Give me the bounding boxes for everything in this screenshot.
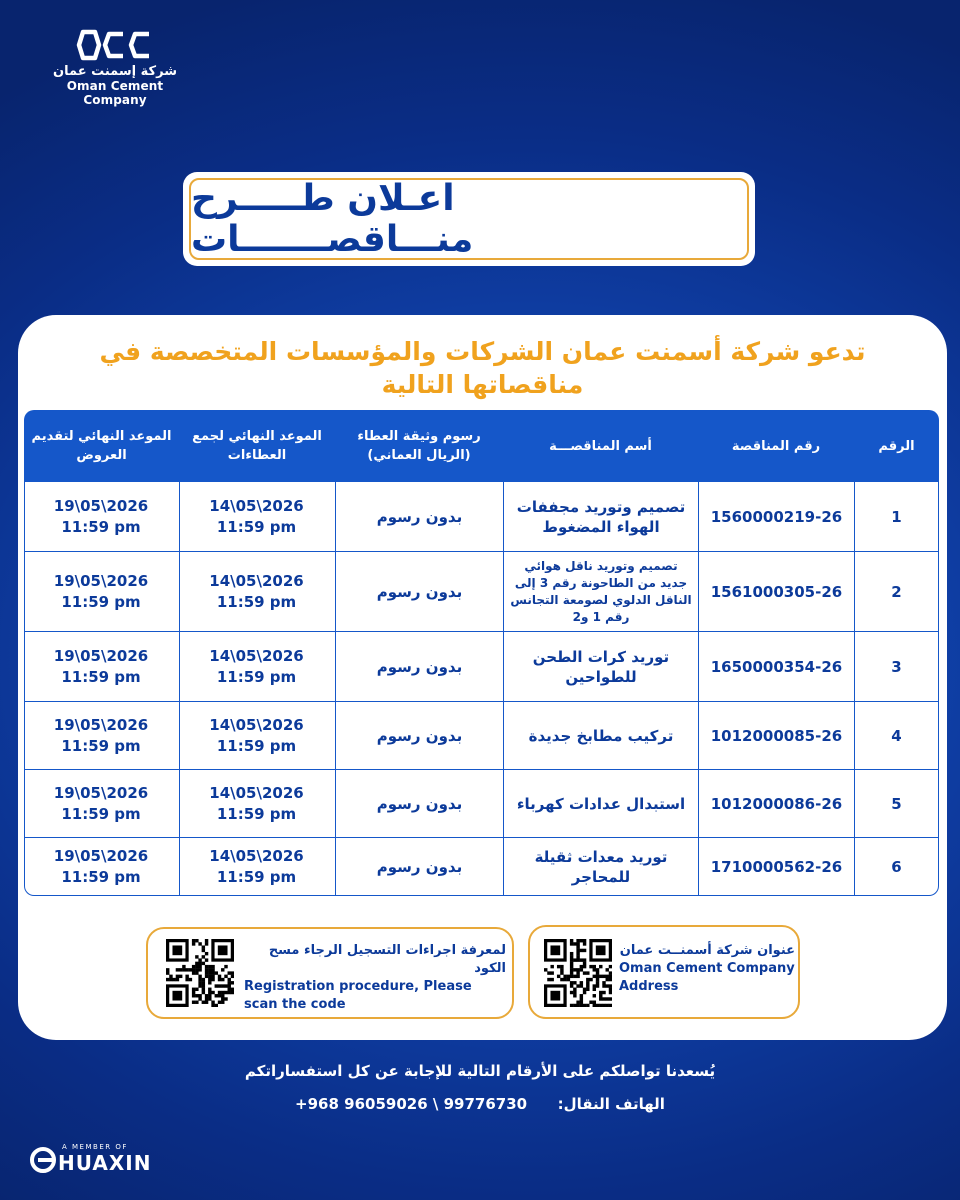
- row-no: 6: [854, 838, 939, 896]
- row-submit-deadline: [24, 702, 179, 770]
- table-row: [24, 702, 939, 770]
- row-tender-number: 1560000219-26: [698, 482, 854, 552]
- row-submit-deadline: [24, 482, 179, 552]
- occ-logo-mark-icon: [75, 28, 155, 62]
- collect-date: 14\05\2026: [209, 646, 304, 665]
- address-qr-english: Oman Cement Company Address: [619, 961, 795, 994]
- submit-date: 19\05\2026: [53, 646, 149, 665]
- row-collect-deadline: [179, 838, 335, 896]
- row-tender-name: توريد معدات ثقيلة للمحاجر: [503, 838, 698, 896]
- row-submit-deadline: [24, 632, 179, 702]
- submit-time: 11:59 pm: [61, 517, 141, 536]
- submit-time: 11:59 pm: [61, 592, 141, 611]
- row-tender-name: توريد كرات الطحن للطواحين: [503, 632, 698, 702]
- table-row: [24, 770, 939, 838]
- row-submit-deadline: [24, 838, 179, 896]
- huaxin-name: HUAXIN: [58, 1151, 152, 1175]
- row-tender-name: تصميم وتوريد ناقل هوائي جديد من الطاحونة رقم 3 إلى الناقل الدلوي لصومعة التجانس رقم 1 و2: [503, 552, 698, 632]
- logo-arabic-name: شركة إسمنت عمان: [53, 64, 177, 79]
- header-no: الرقم: [854, 410, 939, 482]
- row-submit-deadline: [24, 552, 179, 632]
- row-collect-deadline: [179, 632, 335, 702]
- collect-time: 11:59 pm: [216, 736, 297, 755]
- address-qr-box: [528, 925, 800, 1019]
- row-tender-number: 1012000085-26: [698, 702, 854, 770]
- row-tender-number: 1012000086-26: [698, 770, 854, 838]
- contact-message: يُسعدنا تواصلكم على الأرقام التالية للإجابة عن كل استفساراتكم: [244, 1062, 716, 1080]
- submit-date: 19\05\2026: [53, 496, 149, 515]
- table-header-row: [24, 410, 939, 482]
- collect-time: 11:59 pm: [216, 867, 297, 886]
- submit-date: 19\05\2026: [53, 715, 149, 734]
- registration-qr-code[interactable]: [166, 939, 234, 1007]
- collect-time: 11:59 pm: [216, 592, 297, 611]
- submit-time: 11:59 pm: [61, 667, 141, 686]
- row-collect-deadline: [179, 770, 335, 838]
- collect-time: 11:59 pm: [216, 667, 297, 686]
- row-submit-deadline: [24, 770, 179, 838]
- row-fee: بدون رسوم: [335, 482, 503, 552]
- row-no: 1: [854, 482, 939, 552]
- oman-cement-logo: [40, 28, 190, 107]
- registration-qr-arabic: لمعرفة اجراءات التسجيل الرجاء مسح الكود: [268, 943, 506, 976]
- row-tender-name: تركيب مطابخ جديدة: [503, 702, 698, 770]
- title-box: [183, 172, 755, 266]
- phone-numbers: 99776730 \ 96059026 968+: [295, 1095, 528, 1113]
- huaxin-member-text: A MEMBER OF: [62, 1143, 128, 1151]
- table-row: [24, 482, 939, 552]
- row-fee: بدون رسوم: [335, 632, 503, 702]
- table-row: [24, 632, 939, 702]
- table-row: [24, 552, 939, 632]
- submit-date: 19\05\2026: [53, 571, 149, 590]
- collect-time: 11:59 pm: [216, 517, 297, 536]
- page-title: اعـلان طـــــرح منـــاقصـــــــات: [191, 178, 474, 260]
- header-submit-deadline: الموعد النهائي لتقديم العروض: [24, 410, 179, 482]
- row-tender-number: 1561000305-26: [698, 552, 854, 632]
- row-collect-deadline: [179, 702, 335, 770]
- row-tender-name: استبدال عدادات كهرباء: [503, 770, 698, 838]
- phone-label: الهاتف النقال:: [557, 1095, 665, 1113]
- row-fee: بدون رسوم: [335, 770, 503, 838]
- submit-time: 11:59 pm: [61, 736, 141, 755]
- address-qr-code[interactable]: [544, 939, 612, 1007]
- tender-table: [24, 410, 939, 896]
- row-fee: بدون رسوم: [335, 838, 503, 896]
- collect-time: 11:59 pm: [216, 804, 297, 823]
- header-collect-deadline: الموعد النهائي لجمع العطاءات: [179, 410, 335, 482]
- header-tender-number: رقم المناقصة: [698, 410, 854, 482]
- invitation-text: تدعو شركة أسمنت عمان الشركات والمؤسسات المتخصصة في مناقصاتها التالية: [99, 337, 866, 399]
- collect-date: 14\05\2026: [209, 715, 304, 734]
- registration-qr-box: [146, 927, 514, 1019]
- collect-date: 14\05\2026: [209, 571, 304, 590]
- row-no: 2: [854, 552, 939, 632]
- header-fee: رسوم وثيقة العطاء (الريال العماني): [335, 410, 503, 482]
- submit-date: 19\05\2026: [53, 846, 149, 865]
- header-tender-name: أسم المناقصـــة: [503, 410, 698, 482]
- phone-line: [0, 1095, 960, 1113]
- address-qr-arabic: عنوان شركة أسمنــت عمان: [619, 943, 795, 958]
- tender-card: [18, 315, 947, 1040]
- logo-english-name: Oman Cement Company: [66, 79, 164, 107]
- submit-time: 11:59 pm: [61, 867, 141, 886]
- row-collect-deadline: [179, 482, 335, 552]
- row-collect-deadline: [179, 552, 335, 632]
- row-fee: بدون رسوم: [335, 552, 503, 632]
- collect-date: 14\05\2026: [209, 496, 304, 515]
- row-tender-number: 1650000354-26: [698, 632, 854, 702]
- row-no: 4: [854, 702, 939, 770]
- row-fee: بدون رسوم: [335, 702, 503, 770]
- table-row: [24, 838, 939, 896]
- collect-date: 14\05\2026: [209, 783, 304, 802]
- row-no: 3: [854, 632, 939, 702]
- registration-qr-english: Registration procedure, Please scan the code: [244, 979, 472, 1012]
- row-no: 5: [854, 770, 939, 838]
- huaxin-logo-icon: [30, 1147, 56, 1173]
- collect-date: 14\05\2026: [209, 846, 304, 865]
- submit-time: 11:59 pm: [61, 804, 141, 823]
- submit-date: 19\05\2026: [53, 783, 149, 802]
- row-tender-number: 1710000562-26: [698, 838, 854, 896]
- row-tender-name: تصميم وتوريد مجففات الهواء المضغوط: [503, 482, 698, 552]
